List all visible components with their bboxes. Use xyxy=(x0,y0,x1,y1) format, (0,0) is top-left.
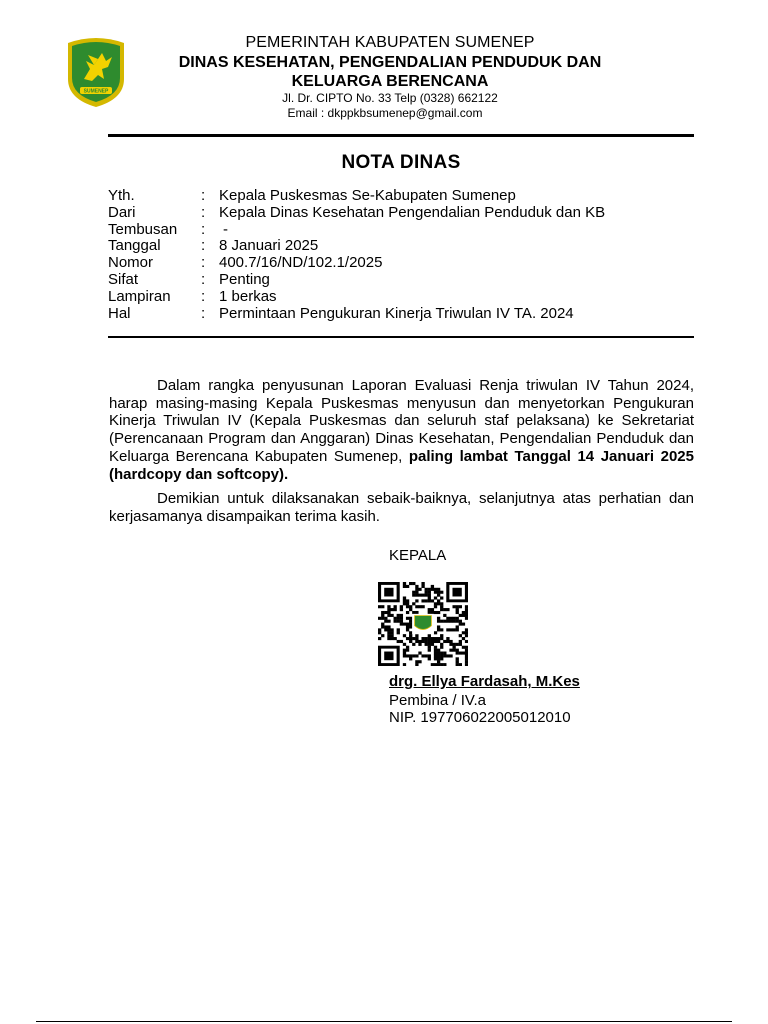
meta-label: Dari xyxy=(108,203,136,221)
office-email: Email : dkppkbsumenep@gmail.com xyxy=(287,106,483,120)
meta-label: Yth. xyxy=(108,187,135,204)
meta-colon: : xyxy=(201,187,206,204)
office-name xyxy=(130,53,650,91)
meta-label: Tanggal xyxy=(108,237,161,255)
emblem-banner-text: SUMENEP xyxy=(83,88,109,95)
meta-value: Permintaan Pengukuran Kinerja Triwulan IV TA. 2024 xyxy=(219,304,574,322)
body-paragraph-1 xyxy=(109,377,694,483)
metadata-divider xyxy=(108,336,694,338)
meta-label: Lampiran xyxy=(108,287,171,305)
meta-label: Nomor xyxy=(108,254,154,272)
government-name: PEMERINTAH KABUPATEN SUMENEP xyxy=(245,34,535,51)
meta-colon: : xyxy=(201,203,206,221)
regency-emblem-icon xyxy=(64,35,128,109)
meta-value: Kepala Dinas Kesehatan Pengendalian Penduduk dan KB xyxy=(219,203,606,221)
body-paragraph-2: Demikian untuk dilaksanakan sebaik-baiknya, selanjutnya atas perhatian dan kerjasamanya disampaikan terima kasih. xyxy=(109,490,694,525)
signatory-rank: Pembina / IV.a xyxy=(389,692,487,709)
meta-colon: : xyxy=(201,287,206,305)
qr-code-icon xyxy=(378,582,468,666)
office-address: Jl. Dr. CIPTO No. 33 Telp (0328) 662122 xyxy=(282,91,498,105)
page-bottom-rule xyxy=(36,1021,732,1022)
meta-label: Tembusan xyxy=(108,220,178,238)
meta-value: Penting xyxy=(219,270,270,288)
meta-colon: : xyxy=(201,254,206,272)
meta-label: Sifat xyxy=(108,270,139,288)
meta-colon: : xyxy=(201,237,206,255)
meta-value: Kepala Puskesmas Se-Kabupaten Sumenep xyxy=(219,187,516,204)
meta-value: 8 Januari 2025 xyxy=(219,237,319,255)
body-paragraph-1-text: Dalam rangka penyusunan Laporan Evaluasi Renja triwulan IV Tahun 2024, harap masing-masing Kepala Puskesmas menyusun dan menyetorkan Pengukuran Kinerja Triwulan IV (Kepala Puskesmas dan seluruh staf pelaksana) ke Sekretariat (Perencanaan Program dan Anggaran) Dinas Kesehatan, Pengendalian Penduduk dan Keluarga Berencana Kabupaten Sumenep, xyxy=(109,377,694,465)
signatory-name: drg. Ellya Fardasah, M.Kes xyxy=(389,673,580,690)
office-name-line2: KELUARGA BERENCANA xyxy=(291,73,489,90)
meta-value: 1 berkas xyxy=(219,287,277,305)
meta-colon: : xyxy=(201,270,206,288)
meta-colon: : xyxy=(201,304,206,322)
meta-colon: : xyxy=(201,220,206,238)
signatory-nip: NIP. 197706022005012010 xyxy=(389,709,571,726)
meta-label: Hal xyxy=(108,304,131,322)
office-name-line1: DINAS KESEHATAN, PENGENDALIAN PENDUDUK DAN xyxy=(178,54,602,71)
signatory-role: KEPALA xyxy=(389,547,447,564)
letterhead-divider xyxy=(108,134,694,137)
meta-value: - xyxy=(223,220,228,238)
deadline-emphasis: paling lambat Tanggal 14 Januari 2025 (hardcopy dan softcopy). xyxy=(109,447,694,483)
document-title: NOTA DINAS xyxy=(341,152,461,173)
meta-value: 400.7/16/ND/102.1/2025 xyxy=(219,254,383,272)
